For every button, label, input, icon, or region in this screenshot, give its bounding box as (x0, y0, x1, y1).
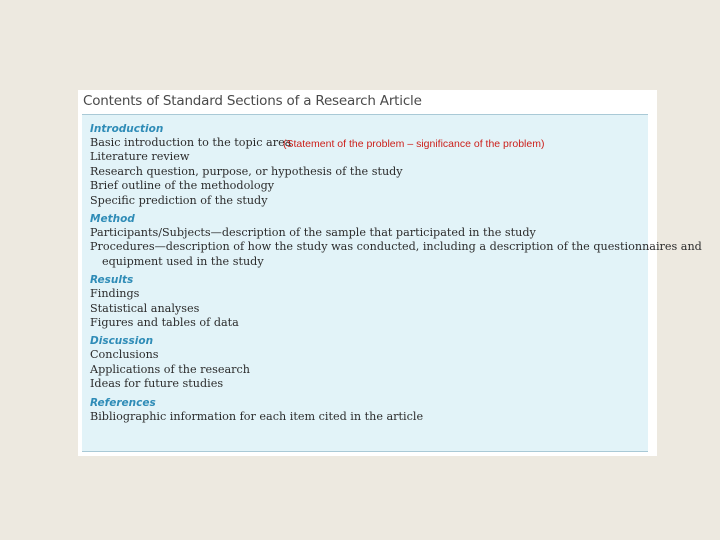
list-item: Basic introduction to the topic area (90, 136, 292, 149)
section-heading: References (90, 396, 156, 409)
section-heading: Introduction (90, 123, 164, 135)
list-item: Literature review (90, 150, 190, 164)
list-item: Findings (90, 287, 140, 301)
list-item: Brief outline of the methodology (90, 179, 275, 193)
section-discussion (90, 335, 642, 391)
section-heading: Discussion (90, 335, 154, 348)
list-item: equipment used in the study (102, 254, 264, 268)
section-introduction (90, 123, 642, 208)
list-item: Participants/Subjects—description of the sample that participated in the study (90, 226, 536, 240)
list-item: Ideas for future studies (90, 377, 224, 391)
list-item: Figures and tables of data (90, 316, 239, 330)
annotation-note: (Statement of the problem – significance of the problem) (283, 138, 545, 150)
list-item: Bibliographic information for each item cited in the article (90, 409, 424, 423)
section-references (90, 397, 642, 424)
sections-list (90, 123, 702, 429)
list-item: Research question, purpose, or hypothesis of the study (90, 164, 403, 178)
section-heading: Results (90, 274, 134, 287)
section-results (90, 274, 642, 330)
figure-title: Contents of Standard Sections of a Research Article (83, 93, 422, 109)
list-item: Statistical analyses (90, 301, 200, 315)
list-item: Procedures—description of how the study was conducted, including a description of the questionnaires and (90, 240, 702, 254)
list-item: Specific prediction of the study (90, 193, 268, 207)
section-method (90, 213, 702, 269)
sections-box (82, 114, 702, 452)
research-article-figure (78, 90, 702, 456)
section-heading: Method (90, 213, 135, 226)
list-item: Applications of the research (90, 362, 250, 376)
list-item: Conclusions (90, 348, 159, 362)
